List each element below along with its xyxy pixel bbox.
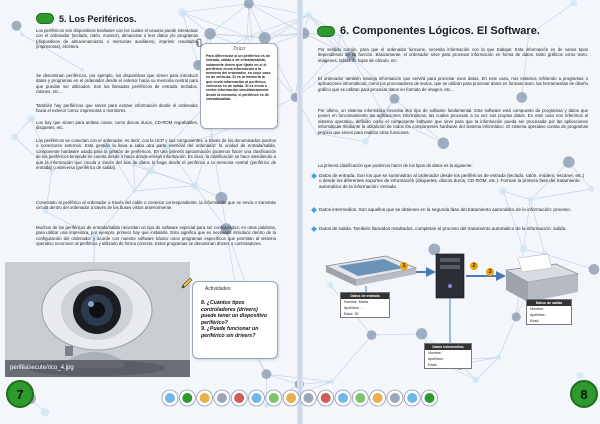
tip-title: Truco (232, 46, 246, 52)
list-bullet-icon (311, 207, 317, 213)
bottom-nav-strip (160, 388, 440, 408)
nav-disc-center-icon (373, 393, 383, 403)
activity-9: 9. ¿Puede funcionar un periférico sin drivers? (201, 326, 259, 339)
activity-8: 8. ¿Cuántos tipos controladores (drivers) puede tener un dispositivo periférico? (201, 300, 268, 326)
list-item-salida: Datos de salida. También llamados resultados, completan el proceso del tratamiento automático de la información: salida. (312, 226, 588, 231)
left-page (0, 0, 298, 424)
nav-disc-center-icon (286, 393, 296, 403)
tip-text: Para diferenciar si un periférico es de entrada, salida o de entrada/salida, solamente tienes que fijarte en si el periférico envía información a la memoria del ordenador, en cuyo caso es de entra-da. Si es la memoria la que envía información al periférico, entonces es de salida. Si es envía o recibe información simultáneamente desde la memoria, el periférico es de entrada/salida. (206, 54, 271, 101)
title-bullet-icon (36, 13, 54, 24)
step-badge-2: 2 (470, 262, 478, 270)
nav-disc-center-icon (390, 393, 400, 403)
list-item-intermedios: Datos intermedios. Son aquellos que se obtienen en la segunda fase del tratamiento automático de la información: proceso. (312, 207, 588, 212)
paperclip-icon (194, 38, 204, 48)
list-item-entrada: Datos de entrada. Son los que se suministran al ordenador desde los periféricos de entrada (teclado, ratón, módem, escáner, etc.) o desde los diferentes soportes de información (disquetes, discos duros, CD-ROM, etc.). Forman la primera fase del tratamiento automático de la información: entrada. (312, 173, 588, 189)
list-bullet-icon (311, 226, 317, 232)
section-title-software: 6. Componentes Lógicos. El Software. (317, 25, 540, 37)
nav-disc-center-icon (303, 393, 313, 403)
nav-disc-center-icon (165, 393, 175, 403)
nav-disc-center-icon (338, 393, 348, 403)
nav-disc-center-icon (355, 393, 365, 403)
nav-disc-center-icon (182, 393, 192, 403)
right-page (302, 0, 600, 424)
tip-box (200, 43, 278, 129)
box-datos-salida: Datos de salida Nombre: Apellidos: Edad: (526, 299, 572, 325)
printer-illustration (506, 254, 578, 302)
webcam-photo (5, 262, 190, 377)
paragraph-3: Por último, un sistema informático necesita otro tipo de software fundamental. Este software está compuesto de programas y datos que ponen en funcionamiento las aplicaciones informáticas, las cuales procesan a su vez sus propios datos. En este caso nos referimos al sistema operativo, definido como el componente software que sirve para que la información pueda ser procesada por las aplicaciones informáticas mediante la utilización de todos los componentes hardware del sistema informático. El sistema operativo consta de programas propios que sirven para realizar otras funciones. (318, 108, 588, 135)
section-title-perifericos: 5. Los Periféricos. (36, 13, 137, 24)
activities-list (201, 300, 273, 340)
activities-title: Actividades (205, 286, 231, 292)
page-number-left: 7 (6, 380, 34, 408)
nav-disc-center-icon (217, 393, 227, 403)
nav-disc-center-icon (252, 393, 262, 403)
paragraph-1: Los periféricos son dispositivos hardware con los cuales el usuario puede interactuar con el ordenador (teclado, ratón, monitor), almacenar o leer datos y/o programas (dispositivos de almacenamiento o memorias auxiliares), imprimir resultados (impresoras), etcétera. (36, 28, 198, 50)
activities-box (192, 281, 278, 359)
paragraph-4: Los hay que sirven para ambas cosas, como discos duros, CD-ROM regrabables, disquetes, etc. (36, 120, 198, 131)
scanner-illustration (326, 256, 416, 286)
paragraph-4: La primera clasificación que podemos hacer de los tipos de datos es la siguiente: (318, 163, 473, 168)
paragraph-5: Los periféricos se conectan con el ordenador, es decir, con la UCP y sus componentes, a través de los denominados puertos o conectores externos. Esta gestión la lleva a cabo otra parte esencial del ordenador: la unidad de entrada/salida, componente hardware usado para la gestión de periféricos. En una primera aproximación podemos hacer una clasificación de los periféricos teniendo en cuenta desde o hacia dónde envían información. Es decir, la clasificación se hace atendiendo a que la información que circula a través del bus de datos lo haga desde el periférico a la memoria central (periférico de entrada) o viceversa (periférico de salida). (36, 138, 276, 171)
image-caption: periféasecute/rico_4.jpg (10, 365, 74, 371)
paragraph-6: Conectado al periférico al ordenador a través del cable o conector correspondiente, la información que se envía o transmite circula dentro del ordenador a través de los buses vistos anteriormente. (36, 200, 276, 211)
nav-disc-center-icon (425, 393, 435, 403)
paragraph-1: Por sentido común, para que el ordenador funcione, necesita información con la que trabajar. Esta información es de varios tipos dependiendo de su función. Básicamente, el ordenador sirve para procesar información en forma de datos, tanto gráficos como texto, imágenes, tablas de hojas de cálculo, etc. (318, 47, 588, 63)
box-datos-intermedios: Datos intermedios Nombre: Apellidos: Edad: (424, 343, 472, 369)
paragraph-2: Se denominan periféricos, por ejemplo, los dispositivos que sirven para introducir datos y programas en el ordenador desde el exterior hacia su memoria central para que puedan ser utilizados. Son los llamados periféricos de entrada: teclados, ratones, etc... (36, 73, 198, 95)
nav-disc-center-icon (200, 393, 210, 403)
paragraph-2: El ordenador también maneja información que servirá para procesar esos datos. En este caso, nos estamos refiriendo a programas o aplicaciones informáticas, como los procesadores de textos, que se utilizan para procesar datos en formato texto, las herramientas de diseño gráfico que se utilizan para procesar datos en formato de imagen, etc... (318, 76, 588, 92)
computer-tower-illustration (436, 254, 464, 298)
nav-disc-center-icon (269, 393, 279, 403)
box-datos-entrada: Datos de entrada Nombre: Marta Apellidos: ... Edad: 35 (340, 292, 390, 318)
nav-disc-center-icon (234, 393, 244, 403)
page-number-right: 8 (570, 380, 598, 408)
paragraph-3: También hay periféricos que sirven para extraer información desde el ordenador hacia el exterior como: impresoras o monitores. (36, 103, 198, 114)
pencil-icon (180, 276, 194, 290)
step-badge-3: 3 (486, 268, 494, 276)
paragraph-7: Muchos de los periféricos de entrada/salida necesitan un tipo de software especial para ser configurados; en otras palabras, para utilizar una impresora, por ejemplo, primero hay que instalarla. Esto significa que es necesario introducir dentro de la configuración del ordenador y acorde con nuestro software básico unos programas específicos que permitan al sistema operativo reconocer al periférico y utilizarlo de forma correcta. Estos programas se denominan drivers o controladores. (36, 225, 276, 247)
nav-disc-center-icon (321, 393, 331, 403)
title-bullet-icon (317, 26, 335, 37)
step-badge-1: 1 (400, 262, 408, 270)
list-bullet-icon (311, 173, 317, 179)
nav-disc-center-icon (407, 393, 417, 403)
